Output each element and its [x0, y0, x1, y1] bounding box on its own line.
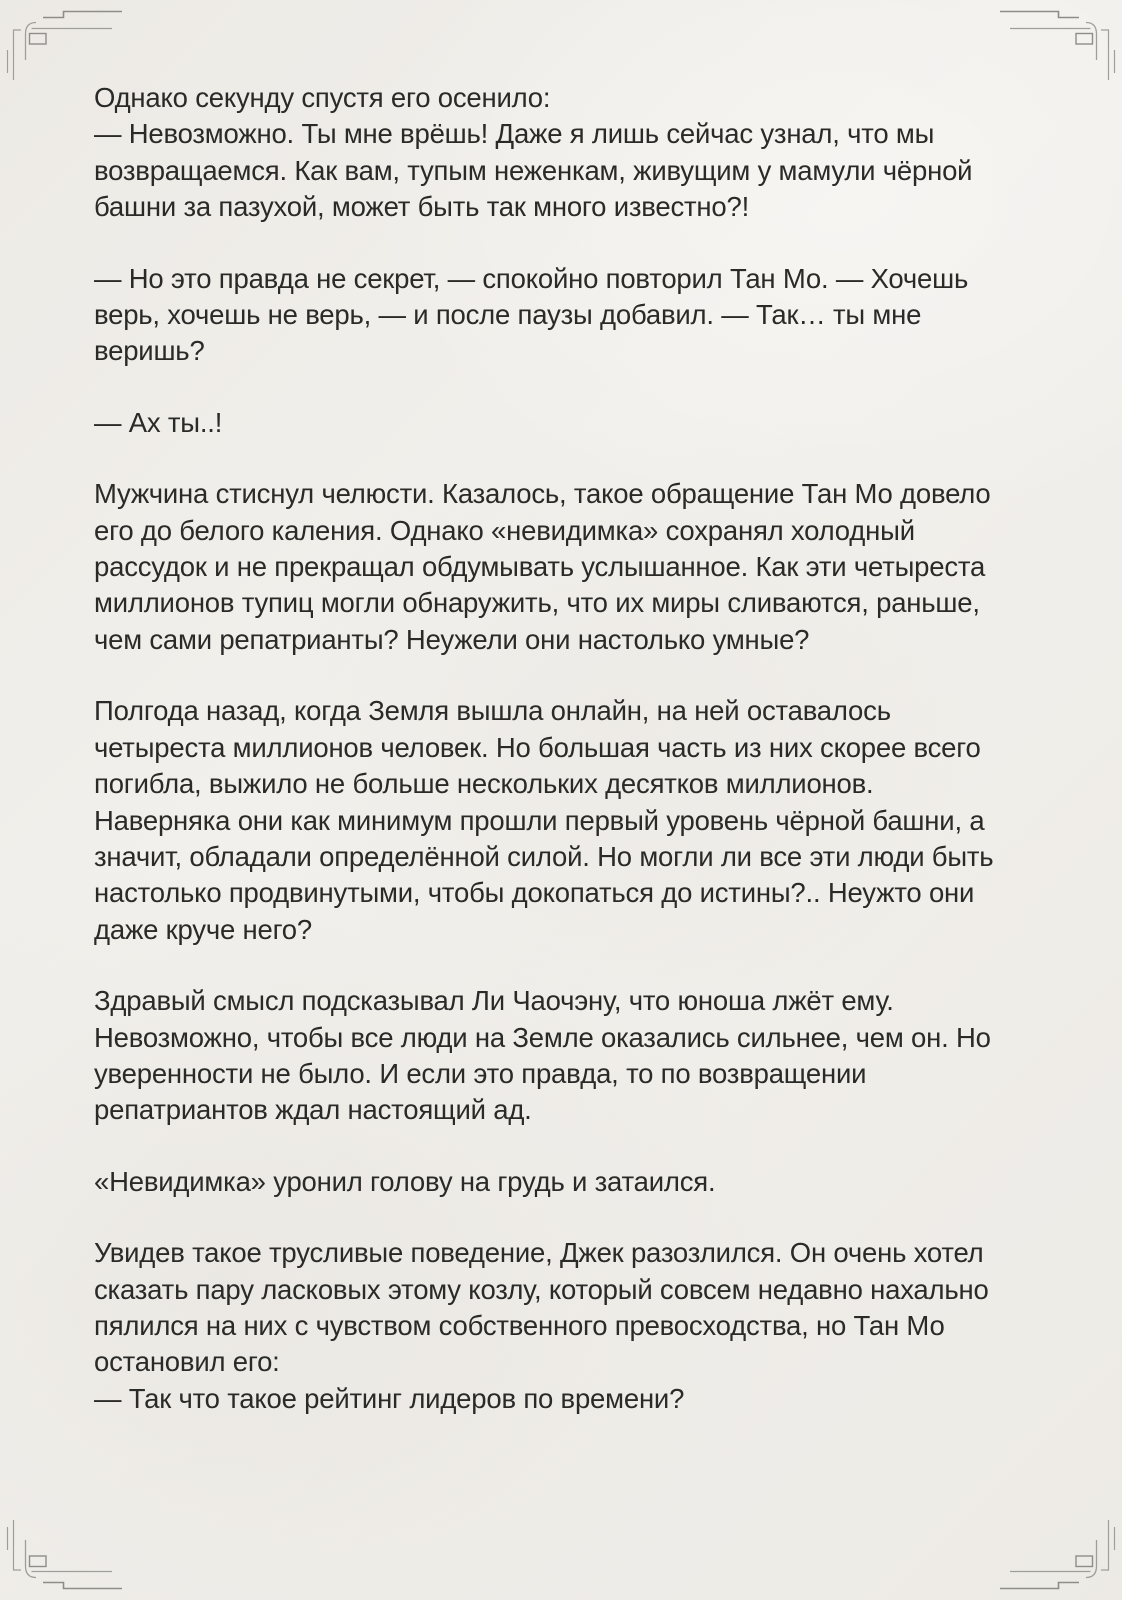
- paragraph: Увидев такое трусливые поведение, Джек разозлился. Он очень хотел сказать пару ласковых этому козлу, который совсем недавно нахально пялился на них с чувством собственного превосходства, но Тан Мо остановил его:: [94, 1237, 989, 1378]
- paragraph: — Ах ты..!: [94, 406, 223, 438]
- paragraph: — Но это правда не секрет, — спокойно повторил Тан Мо. — Хочешь верь, хочешь не верь, — и после паузы добавил. — Так… ты мне веришь?: [94, 262, 969, 367]
- paragraph: Здравый смысл подсказывал Ли Чаочэну, что юноша лжёт ему. Невозможно, чтобы все люди на Земле оказались сильнее, чем он. Но уверенности не было. И если это правда, то по возвращении репатриантов ждал настоящий ад.: [94, 985, 991, 1126]
- paragraph: Полгода назад, когда Земля вышла онлайн, на ней оставалось четыреста миллионов человек. Но большая часть из них скорее всего погибла, выжило не больше нескольких десятков миллионов. Наверняка они как минимум прошли первый уровень чёрной башни, а значит, обладали определённой силой. Но могли ли все эти люди быть настолько продвинутыми, чтобы докопаться до истины?.. Неужто они даже круче него?: [94, 695, 994, 945]
- paragraph: «Невидимка» уронил голову на грудь и затаился.: [94, 1165, 716, 1197]
- paragraph: — Невозможно. Ты мне врёшь! Даже я лишь сейчас узнал, что мы возвращаемся. Как вам, тупым неженкам, живущим у мамули чёрной башни за пазухой, может быть так много известно?!: [94, 118, 973, 223]
- paragraph: — Так что такое рейтинг лидеров по времени?: [94, 1382, 685, 1414]
- text-content: [94, 80, 1016, 1452]
- paragraph: Мужчина стиснул челюсти. Казалось, такое обращение Тан Мо довело его до белого каления. Однако «невидимка» сохранял холодный рассудок и не прекращал обдумывать услышанное. Как эти четыреста миллионов тупиц могли обнаружить, что их миры сливаются, раньше, чем сами репатрианты? Неужели они настолько умные?: [94, 478, 991, 655]
- paragraph: Однако секунду спустя его осенило:: [94, 82, 551, 113]
